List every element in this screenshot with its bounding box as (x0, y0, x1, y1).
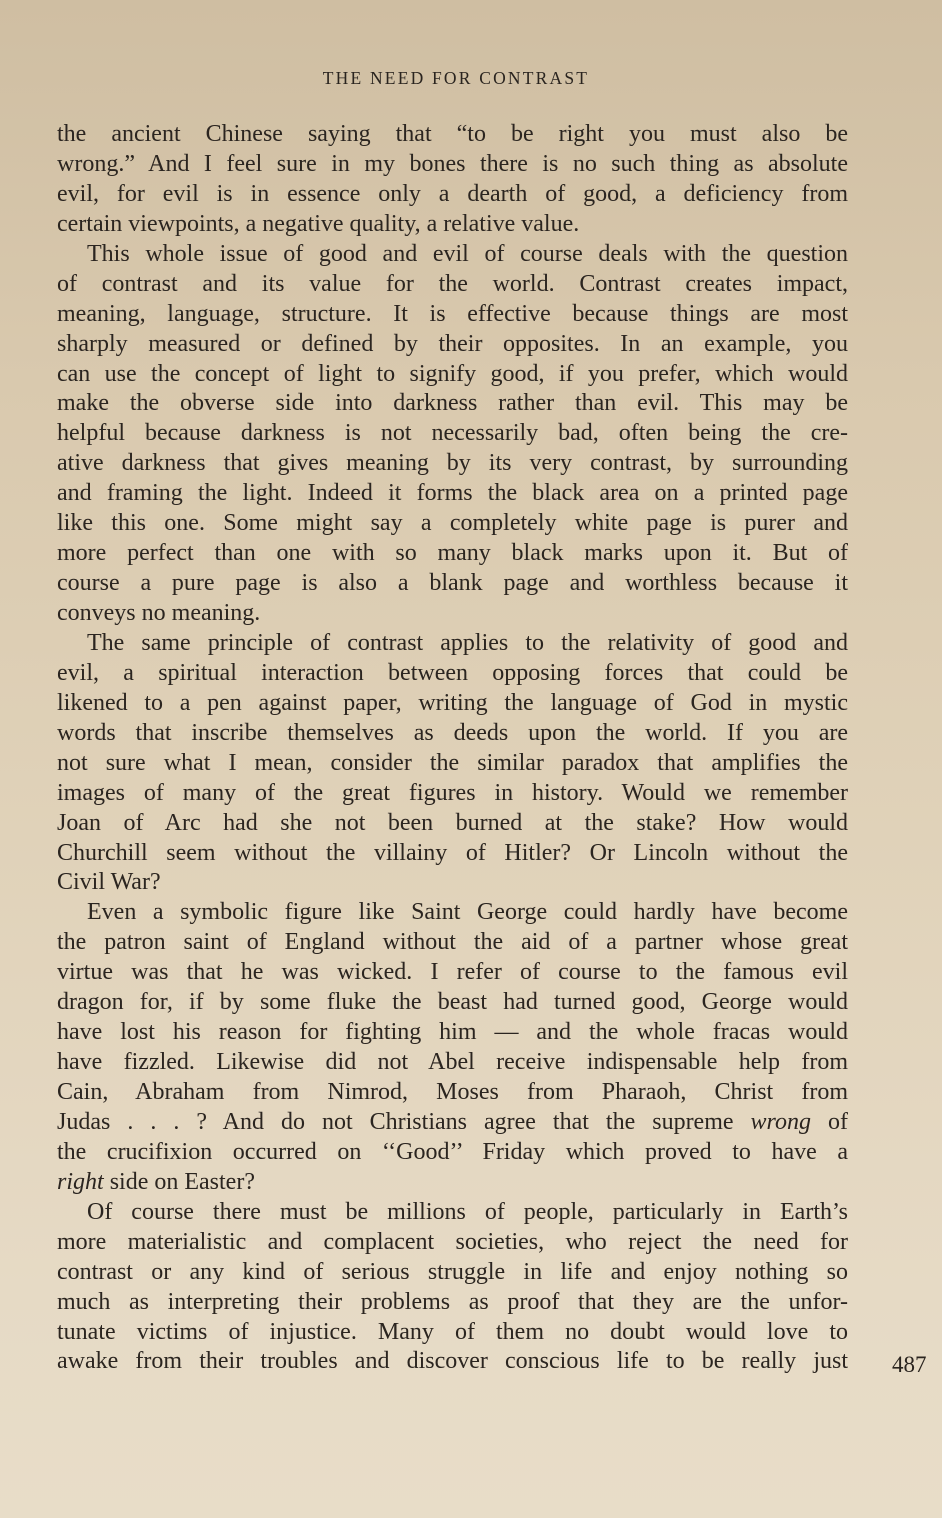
text-line: wrong.” And I feel sure in my bones there is no such thing as absolute (57, 150, 848, 177)
page-number: 487 (892, 1352, 927, 1377)
text-line (57, 1168, 848, 1198)
text-line: Cain, Abraham from Nimrod, Moses from Pharaoh, Christ from (57, 1079, 848, 1105)
text-line: sharply measured or defined by their opposites. In an example, you (57, 330, 848, 357)
text-line: Churchill seem without the villainy of Hitler? Or Lincoln without the (57, 839, 848, 866)
text-line: conveys no meaning. (57, 600, 261, 626)
text-line: like this one. Some might say a completely white page is purer and (57, 510, 848, 537)
text-line: have lost his reason for fighting him — and the whole fracas would (57, 1019, 848, 1046)
text-line: can use the concept of light to signify good, if you prefer, which would (57, 360, 848, 387)
line-text: side on Easter? (103, 1168, 255, 1195)
text-line: dragon for, if by some fluke the beast had turned good, George would (57, 989, 848, 1016)
text-line: meaning, language, structure. It is effective because things are most (57, 300, 848, 327)
text-line: certain viewpoints, a negative quality, a relative value. (57, 210, 580, 237)
text-line: virtue was that he was wicked. I refer of course to the famous evil (57, 959, 848, 986)
text-line: contrast or any kind of serious struggle in life and enjoy nothing so (57, 1258, 848, 1285)
text-line: ative darkness that gives meaning by its very contrast, by surrounding (57, 450, 848, 477)
text-line: likened to a pen against paper, writing the language of God in mystic (57, 689, 848, 716)
text-line: much as interpreting their problems as proof that they are the unfor- (57, 1288, 848, 1315)
text-line: of contrast and its value for the world. Contrast creates impact, (57, 270, 848, 297)
text-line: awake from their troubles and discover conscious life to be really just (57, 1348, 848, 1375)
text-line: Joan of Arc had she not been burned at the stake? How would (57, 809, 848, 836)
line-text: Judas . . . ? And do not Christians agree that the supreme (57, 1108, 751, 1135)
text-line: The same principle of contrast applies to the relativity of good and (87, 629, 848, 656)
text-line: Even a symbolic figure like Saint George could hardly have become (87, 899, 848, 926)
text-line: images of many of the great figures in history. Would we remember (57, 779, 848, 806)
text-line (57, 1108, 848, 1138)
text-line: make the obverse side into darkness rather than evil. This may be (57, 390, 848, 417)
text-line: more materialistic and complacent societies, who reject the need for (57, 1228, 848, 1255)
text-line: and framing the light. Indeed it forms the black area on a printed page (57, 480, 848, 507)
text-line: the crucifixion occurred on ‘‘Good’’ Friday which proved to have a (57, 1138, 848, 1165)
text-line: words that inscribe themselves as deeds upon the world. If you are (57, 719, 848, 746)
text-line: Of course there must be millions of people, particularly in Earth’s (87, 1198, 848, 1225)
text-line: the ancient Chinese saying that “to be right you must also be (57, 121, 848, 147)
text-line: evil, for evil is in essence only a dearth of good, a deficiency from (57, 180, 848, 207)
italic-word: wrong (750, 1108, 811, 1135)
running-head: THE NEED FOR CONTRAST (322, 68, 590, 88)
body-text (57, 120, 848, 1377)
text-line: This whole issue of good and evil of course deals with the question (87, 240, 848, 267)
text-line: tunate victims of injustice. Many of them no doubt would love to (57, 1318, 848, 1345)
italic-word: right (57, 1168, 104, 1195)
text-line: evil, a spiritual interaction between opposing forces that could be (57, 659, 848, 686)
text-line: more perfect than one with so many black marks upon it. But of (57, 540, 848, 567)
text-line: have fizzled. Likewise did not Abel receive indispensable help from (57, 1049, 848, 1076)
text-line: the patron saint of England without the aid of a partner whose great (57, 929, 848, 956)
text-line: helpful because darkness is not necessarily bad, often being the cre- (57, 420, 848, 447)
text-line: not sure what I mean, consider the similar paradox that amplifies the (57, 749, 848, 776)
text-line: course a pure page is also a blank page and worthless because it (57, 570, 848, 597)
line-text: of (811, 1108, 848, 1135)
text-line: Civil War? (57, 869, 161, 896)
